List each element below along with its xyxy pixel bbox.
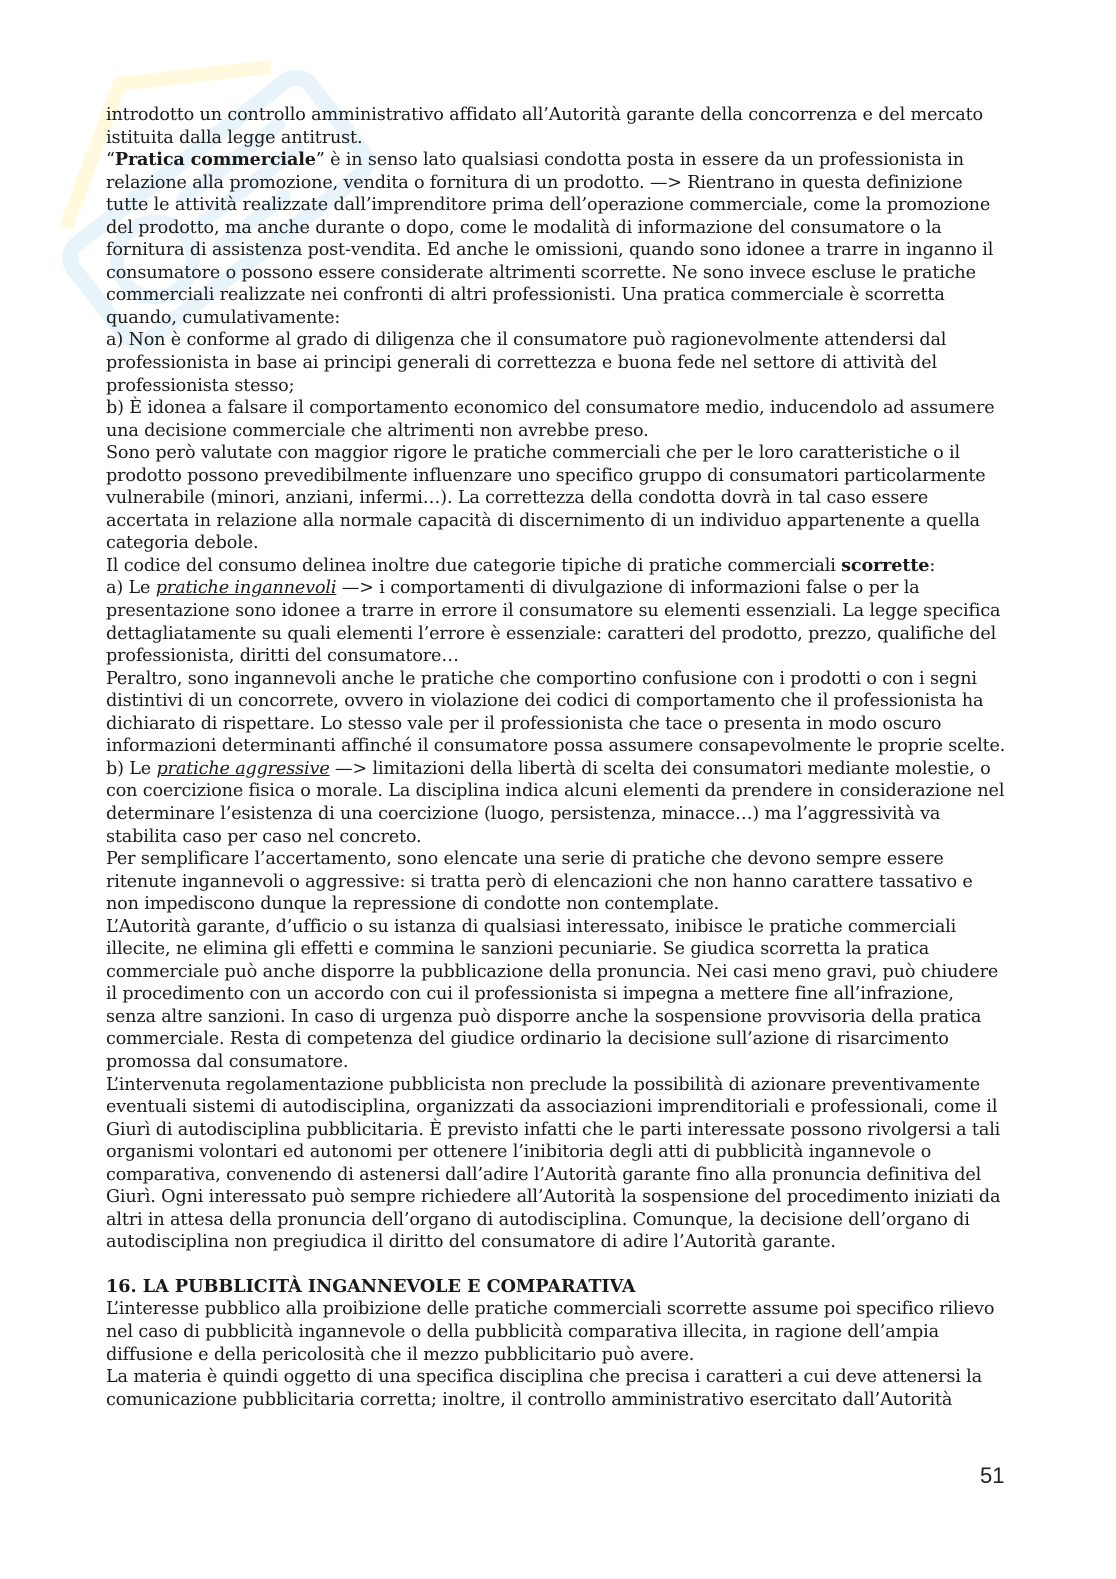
paragraph-autodisciplina: L’intervenuta regolamentazione pubblicista non preclude la possibilità di azionare preventivamente eventuali sistemi di autodisciplina, organizzati da associazioni imprenditoriali e professionali, come il Giurì di autodisciplina pubblicitaria. È previsto infatti che le parti interessate possono rivolgersi a tali organismi volontari ed autonomi per ottenere l’inibitoria degli atti di pubblicità ingannevole o comparativa, convenendo di astenersi dall’adire l’Autorità garante fino alla pronuncia definitiva del Giurì. Ogni interessato può sempre richiedere all’Autorità la sospensione del procedimento iniziati da altri in attesa della pronuncia dell’organo di autodisciplina. Comunque, la decisione dell’organo di autodisciplina non pregiudica il diritto del consumatore di adire l’Autorità garante. (106, 1074, 1001, 1253)
paragraph-categories (106, 555, 1006, 578)
term-pratiche-aggressive: pratiche aggressive (156, 758, 330, 779)
paragraph-intro: introdotto un controllo amministrativo affidato all’Autorità garante della concorrenza e del mercato istituita dalla legge antitrust. (106, 105, 983, 148)
paragraph-accertamento: Per semplificare l’accertamento, sono elencate una serie di pratiche che devono sempre essere ritenute ingannevoli o aggressive: si tratta però di elencazioni che non hanno carattere tassativo e non impediscono dunque la repressione di condotte non contemplate. (106, 849, 973, 915)
page-number: 51 (980, 1463, 1005, 1488)
paragraph-pratiche-aggressive (106, 758, 1006, 848)
section-heading: 16. LA PUBBLICITÀ INGANNEVOLE E COMPARATIVA (106, 1275, 636, 1297)
list-marker: a) Le (106, 578, 156, 599)
paragraph-peraltro: Peraltro, sono ingannevoli anche le pratiche che comportino confusione con i prodotti o con i segni distintivi di un concorrete, ovvero in violazione dei codici di comportamento che il professionista ha dichiarato di rispettare. Lo stesso vale per il professionista che tace o presenta in modo oscuro informazioni determinanti affinché il consumatore possa assumere consapevolmente le proprie scelte. (106, 668, 1006, 757)
document-page (106, 104, 1006, 1411)
paragraph-text: : (929, 555, 936, 576)
paragraph-text: ” è in senso lato qualsiasi condotta posta in essere da un professionista in relazione alla promozione, vendita o fornitura di un prodotto. —> Rientrano in questa definizione tutte le attività realizzate dall’imprenditore prima dell’operazione commerciale, come la promozione del prodotto, ma anche durante o dopo, come le modalità di informazione del consumatore o la fornitura di assistenza post-vendita. Ed anche le omissioni, quando sono idonee a trarre in inganno il consumatore o possono essere considerate altrimenti scorrette. Ne sono invece escluse le pratiche commerciali realizzate nei confronti di altri professionisti. Una pratica commerciale è scorretta quando, cumulativamente: (106, 150, 994, 328)
section-spacer (106, 1254, 1006, 1276)
term-pratica-commerciale: Pratica commerciale (114, 149, 316, 171)
term-pratiche-ingannevoli: pratiche ingannevoli (155, 578, 337, 599)
paragraph-autorita-garante: L’Autorità garante, d’ufficio o su istanza di qualsiasi interessato, inibisce le pratiche commerciali illecite, ne elimina gli effetti e commina le sanzioni pecuniarie. Se giudica scorretta la pratica commerciale può anche disporre la pubblicazione della pronuncia. Nei casi meno gravi, può chiudere il procedimento con un accordo con cui il professionista si impegna a mettere fine all’infrazione, senza altre sanzioni. In caso di urgenza può disporre anche la sospensione provvisoria della pratica commerciale. Resta di competenza del giudice ordinario la decisione sull’azione di risarcimento promossa dal consumatore. (106, 916, 999, 1072)
paragraph-vulnerable-consumers: Sono però valutate con maggior rigore le pratiche commerciali che per le loro caratteristiche o il prodotto possono prevedibilmente influenzare uno specifico gruppo di consumatori particolarmente vulnerabile (minori, anziani, infermi…). La correttezza della condotta dovrà in tal caso essere accertata in relazione alla normale capacità di discernimento di un individuo appartenente a quella categoria debole. (106, 443, 986, 554)
paragraph-text: —> limitazioni della libertà di scelta dei consumatori mediante molestie, o con coercizione fisica o morale. La disciplina indica alcuni elementi da prendere in considerazione nel determinare l’esistenza di una coercizione (luogo, persistenza, minacce…) ma l’aggressività va stabilita caso per caso nel concreto. (106, 758, 1005, 847)
paragraph-criterion-b: b) È idonea a falsare il comportamento economico del consumatore medio, inducendolo ad assumere una decisione commerciale che altrimenti non avrebbe preso. (106, 398, 995, 441)
paragraph-interesse-pubblico: L’interesse pubblico alla proibizione delle pratiche commerciali scorrette assume poi specifico rilievo nel caso di pubblicità ingannevole o della pubblicità comparativa illecita, in ragione dell’ampia diffusione e della pericolosità che il mezzo pubblicitario può avere. (106, 1299, 995, 1365)
term-scorrette: scorrette (841, 554, 930, 576)
paragraph-text: —> i comportamenti di divulgazione di informazioni false o per la presentazione sono idonee a trarre in errore il consumatore su elementi essenziali. La legge specifica dettagliatamente su quali elementi l’errore è essenziale: caratteri del prodotto, prezzo, qualifiche del professionista, diritti del consumatore… (106, 578, 1001, 667)
paragraph-pratica-commerciale (106, 149, 1006, 329)
list-marker: b) Le (106, 758, 157, 779)
paragraph-text: Il codice del consumo delinea inoltre due categorie tipiche di pratiche commerciali (106, 555, 842, 576)
open-quote: “ (106, 150, 115, 171)
paragraph-materia: La materia è quindi oggetto di una specifica disciplina che precisa i caratteri a cui deve attenersi la comunicazione pubblicitaria corretta; inoltre, il controllo amministrativo esercitato dall’Autorità (106, 1367, 982, 1410)
paragraph-pratiche-ingannevoli (106, 577, 1006, 667)
paragraph-criterion-a: a) Non è conforme al grado di diligenza che il consumatore può ragionevolmente attendersi dal professionista in base ai principi generali di correttezza e buona fede nel settore di attività del professionista stesso; (106, 330, 947, 396)
